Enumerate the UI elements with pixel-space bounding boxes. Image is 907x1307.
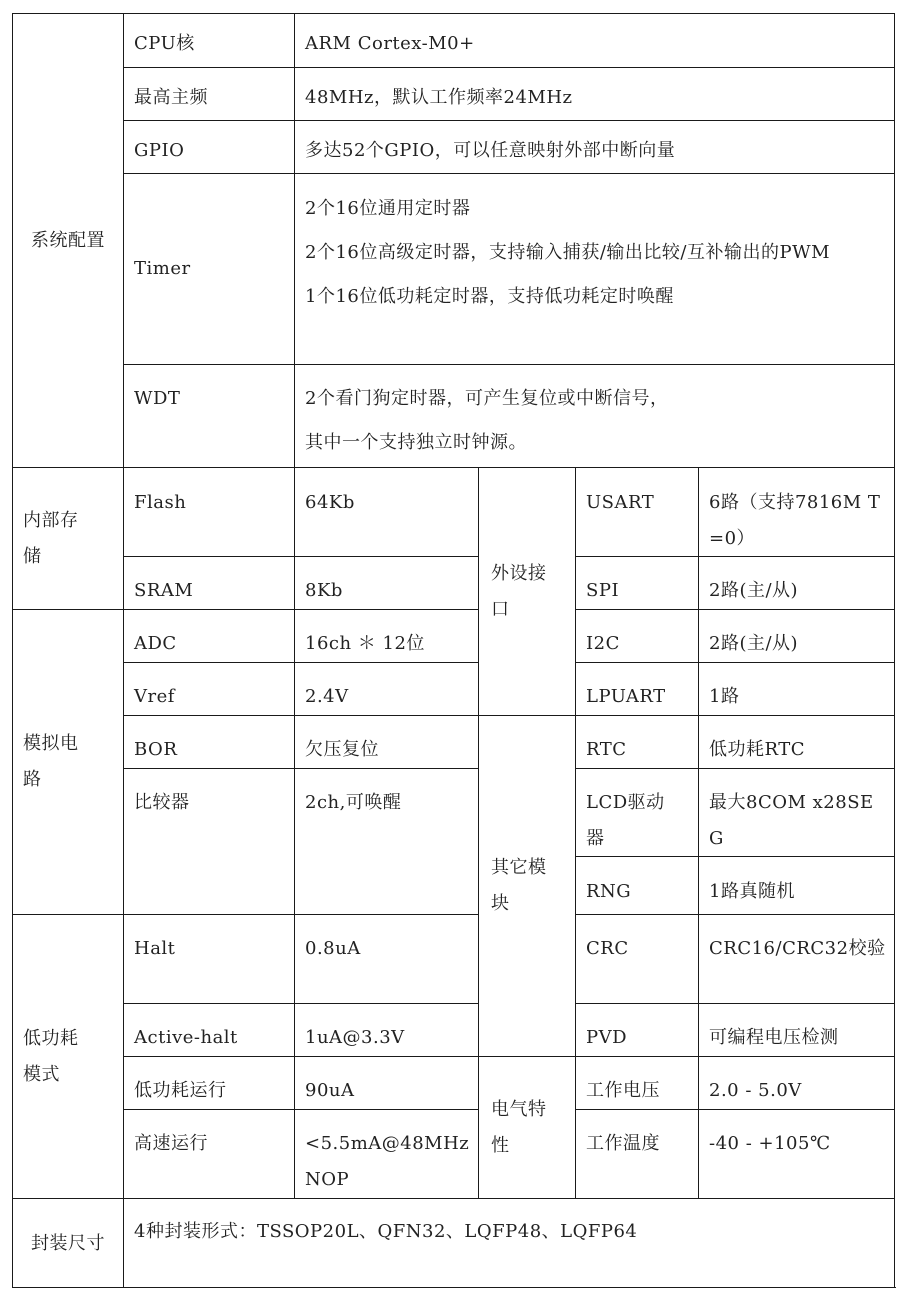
param-value-flash: 64Kb bbox=[294, 467, 478, 556]
param-value-high-speed-run: <5.5mA@48MHz NOP bbox=[294, 1109, 478, 1198]
param-name-operating-voltage: 工作电压 bbox=[575, 1056, 698, 1109]
param-name-high-speed-run: 高速运行 bbox=[123, 1109, 294, 1198]
param-name-low-power-run: 低功耗运行 bbox=[123, 1056, 294, 1109]
param-name-crc: CRC bbox=[575, 914, 698, 1003]
group-label-electrical: 电气特性 bbox=[478, 1056, 575, 1198]
timer-line-3: 1个16位低功耗定时器，支持低功耗定时唤醒 bbox=[305, 286, 674, 307]
param-value-adc: 16ch ＊ 12位 bbox=[294, 609, 478, 662]
wdt-line-1: 2个看门狗定时器，可产生复位或中断信号， bbox=[305, 388, 669, 409]
group-label-other-modules: 其它模块 bbox=[478, 715, 575, 1056]
wdt-line-2: 其中一个支持独立时钟源。 bbox=[305, 432, 527, 453]
group-label-analog: 模拟电路 bbox=[12, 609, 123, 914]
param-value-crc: CRC16/CRC32校验 bbox=[698, 914, 894, 1003]
param-value-sram: 8Kb bbox=[294, 556, 478, 609]
param-name-bor: BOR bbox=[123, 715, 294, 768]
param-value-rng: 1路真随机 bbox=[698, 856, 894, 914]
param-name-rng: RNG bbox=[575, 856, 698, 914]
table-border-bottom bbox=[12, 1287, 896, 1288]
param-value-operating-voltage: 2.0 - 5.0V bbox=[698, 1056, 894, 1109]
param-value-bor: 欠压复位 bbox=[294, 715, 478, 768]
param-value-usart: 6路（支持7816M T=0） bbox=[698, 467, 894, 556]
param-value-comparator: 2ch,可唤醒 bbox=[294, 768, 478, 914]
group-label-system-config: 系统配置 bbox=[12, 13, 123, 467]
param-name-halt: Halt bbox=[123, 914, 294, 1003]
param-value-pvd: 可编程电压检测 bbox=[698, 1003, 894, 1056]
param-value-active-halt: 1uA@3.3V bbox=[294, 1003, 478, 1056]
param-name-comparator: 比较器 bbox=[123, 768, 294, 914]
param-name-pvd: PVD bbox=[575, 1003, 698, 1056]
param-name-active-halt: Active-halt bbox=[123, 1003, 294, 1056]
param-name-gpio: GPIO bbox=[123, 120, 294, 173]
param-name-usart: USART bbox=[575, 467, 698, 556]
param-name-timer: Timer bbox=[123, 173, 294, 364]
param-name-wdt: WDT bbox=[123, 364, 294, 467]
timer-line-1: 2个16位通用定时器 bbox=[305, 198, 471, 219]
param-value-i2c: 2路(主/从) bbox=[698, 609, 894, 662]
param-name-operating-temperature: 工作温度 bbox=[575, 1109, 698, 1198]
group-label-package: 封装尺寸 bbox=[12, 1198, 123, 1288]
param-value-vref: 2.4V bbox=[294, 662, 478, 715]
param-name-flash: Flash bbox=[123, 467, 294, 556]
table-border-right bbox=[894, 13, 895, 1288]
param-value-lcd-driver: 最大8COM x28SEG bbox=[698, 768, 894, 856]
param-value-low-power-run: 90uA bbox=[294, 1056, 478, 1109]
param-value-lpuart: 1路 bbox=[698, 662, 894, 715]
param-name-rtc: RTC bbox=[575, 715, 698, 768]
param-value-rtc: 低功耗RTC bbox=[698, 715, 894, 768]
param-name-sram: SRAM bbox=[123, 556, 294, 609]
param-value-package: 4种封装形式：TSSOP20L、QFN32、LQFP48、LQFP64 bbox=[123, 1198, 894, 1288]
param-name-max-freq: 最高主频 bbox=[123, 67, 294, 120]
param-name-spi: SPI bbox=[575, 556, 698, 609]
param-value-timer bbox=[294, 173, 894, 364]
param-value-spi: 2路(主/从) bbox=[698, 556, 894, 609]
param-name-cpu: CPU核 bbox=[123, 13, 294, 67]
param-name-lcd-driver: LCD驱动器 bbox=[575, 768, 698, 856]
group-label-peripheral: 外设接口 bbox=[478, 467, 575, 715]
param-name-adc: ADC bbox=[123, 609, 294, 662]
group-label-internal-storage: 内部存储 bbox=[12, 467, 123, 609]
param-name-i2c: I2C bbox=[575, 609, 698, 662]
timer-line-2: 2个16位高级定时器，支持输入捕获/输出比较/互补输出的PWM bbox=[305, 242, 831, 263]
param-name-lpuart: LPUART bbox=[575, 662, 698, 715]
param-value-operating-temperature: -40 - +105℃ bbox=[698, 1109, 894, 1198]
group-label-low-power: 低功耗模式 bbox=[12, 914, 123, 1198]
param-value-max-freq: 48MHz，默认工作频率24MHz bbox=[294, 67, 894, 120]
param-name-vref: Vref bbox=[123, 662, 294, 715]
param-value-halt: 0.8uA bbox=[294, 914, 478, 1003]
param-value-cpu: ARM Cortex-M0+ bbox=[294, 13, 894, 67]
param-value-gpio: 多达52个GPIO，可以任意映射外部中断向量 bbox=[294, 120, 894, 173]
param-value-wdt bbox=[294, 364, 894, 467]
